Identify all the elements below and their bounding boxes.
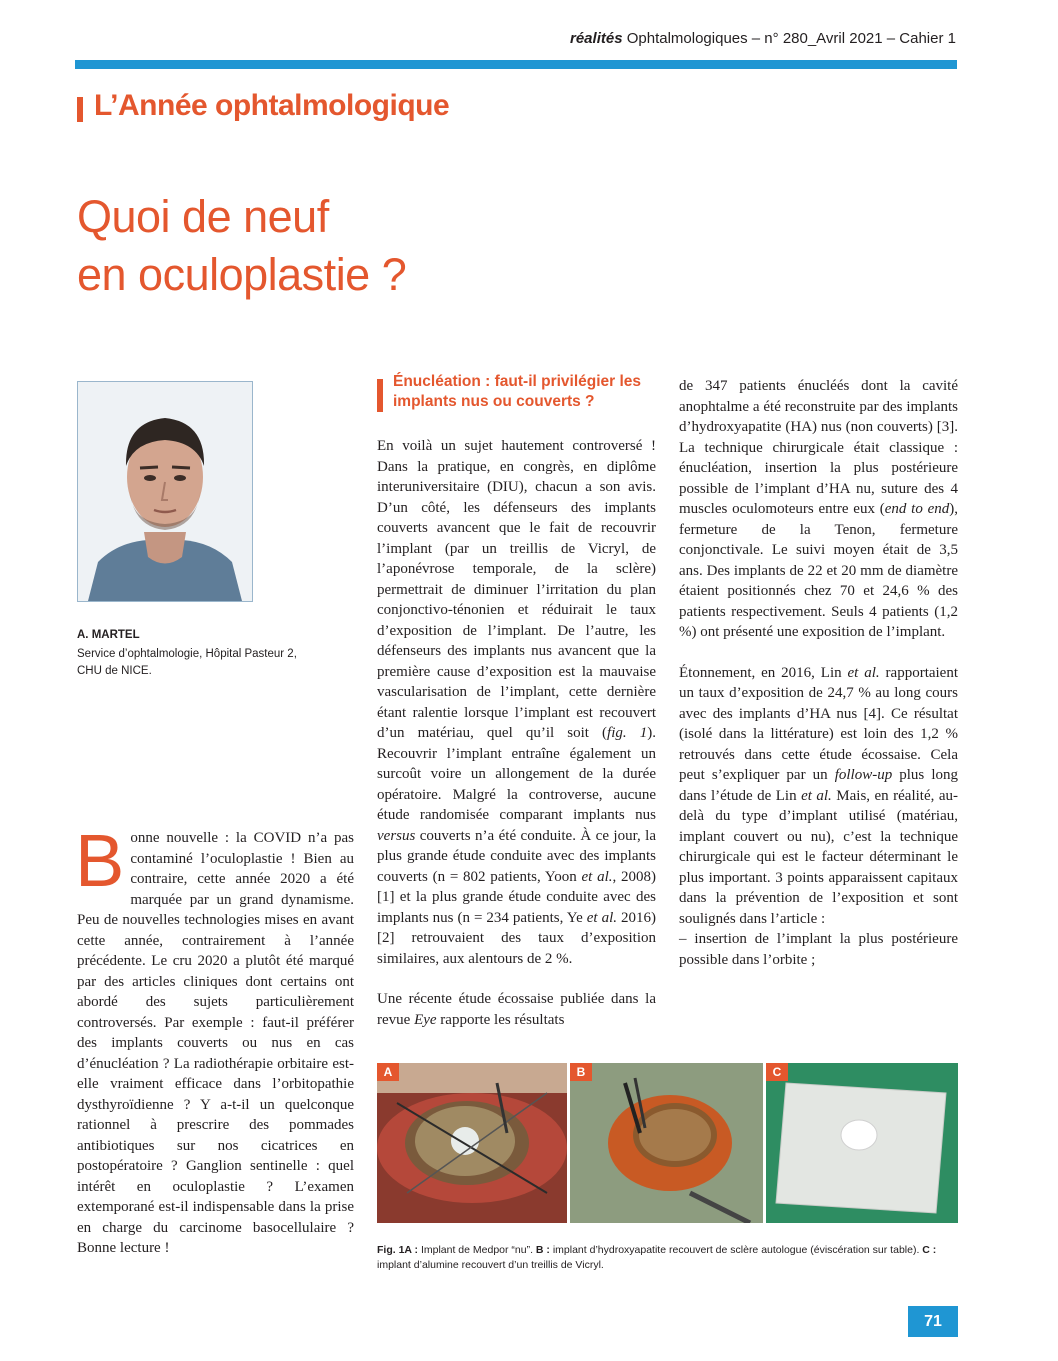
figure-caption — [377, 1243, 958, 1273]
hydroxyapatite-implant-photo-icon — [570, 1063, 763, 1223]
caption-label: B : — [535, 1244, 550, 1256]
text-run: couverts n’a été conduite. À ce jour, la plus grande étude conduite avec des implants couverts (n = 802 patients, Yoon — [377, 827, 656, 885]
author-photo — [77, 381, 253, 602]
caption-label: Fig. 1A : — [377, 1244, 419, 1256]
text-run-italic: et al. — [801, 787, 832, 804]
article-title-line2: en oculoplastie ? — [77, 249, 407, 300]
figure-panel-a — [377, 1063, 567, 1223]
author-portrait-icon — [78, 382, 252, 601]
text-run-italic: follow-up — [834, 767, 893, 783]
header-rule — [75, 60, 957, 69]
figure-reference: fig. 1 — [607, 725, 648, 741]
section-title: L’Année ophtalmologique — [94, 89, 450, 122]
column-2 — [377, 436, 656, 1050]
col2-paragraph-1 — [377, 436, 656, 969]
author-affiliation — [77, 646, 337, 680]
surgical-eye-implant-photo-icon — [377, 1063, 567, 1223]
alumina-implant-photo-icon — [766, 1063, 958, 1223]
affiliation-line1: Service d’ophtalmologie, Hôpital Pasteur 2, — [77, 648, 297, 660]
caption-text: Implant de Medpor “nu”. — [418, 1244, 536, 1256]
text-run-italic: versus — [377, 827, 416, 844]
page-number: 71 — [908, 1306, 958, 1337]
figure-panel-b — [570, 1063, 763, 1223]
intro-paragraph — [75, 819, 354, 1259]
text-run-italic: et al. — [847, 664, 880, 681]
text-run: Une récente étude écossaise publiée dans la revue — [377, 991, 656, 1028]
text-run: de 347 patients énucléés dont la cavité anophtalme a été reconstruite par des implants d’hydroxyapatite (HA) nus (non couverts) [3]. La technique chirurgicale était classique : énucléation, insertion la plus postérieure possible de l’implant d’HA nu, suture des 4 muscles oculomoteurs entre eux ( — [679, 378, 958, 517]
col3-bullet-1: – insertion de l’implant la plus postérieure possible dans l’orbite ; — [679, 931, 958, 968]
caption-text: implant d’hydroxyapatite recouvert de sclère autologue (éviscération sur table). — [549, 1244, 923, 1256]
text-run: En voilà un sujet hautement controversé ! Dans la pratique, en congrès, en diplôme interuniversitaire (DIU), chacun a son avis. D’un côté, les défenseurs des implants couverts avancent que le fait de recouvrir l’implant (par un treillis de Vicryl, de l’aponévrose temporale, de la sclère) permettrait de diminuer l’irritation du plan conjonctivo-ténonien et réduirait le taux d’exposition de l’implant. De l’autre, les défenseurs des implants nus avancent que la première cause d’exposition est la mauvaise vascularisation de l’implant, cette dernière étant ralentie lorsque l’implant est recouvert d’un matériau, quel qu’il soit ( — [377, 438, 656, 741]
affiliation-line2: CHU de NICE. — [77, 665, 152, 677]
article-title — [77, 188, 406, 304]
column-3 — [679, 376, 958, 990]
intro-text: onne nouvelle : la COVID n’a pas contaminé l’oculoplastie ! Bien au contraire, cette année 2020 a été marquée par un grand dynamisme. Peu de nouvelles technologies mises en avant cette année, contrairement à l’année précédente. Le cru 2020 a plutôt été marqué par des articles cliniques dont certains ont abordé des sujets particulièrement controversés. Par exemple : faut-il préférer des implants couverts ou nus en cas d’énucléation ? La radiothérapie orbitaire est-elle vraiment efficace dans l’orbitopathie dysthyroïdienne ? Y a-t-il un quelconque rationnel à prescrire des pommades antibiotiques sur nos cicatrices en postopératoire ? Ganglion sentinelle : quel intérêt en oculoplastie ? L’examen extemporané est-il indispensable dans la prise en charge du carcinome basocellulaire ? Bonne lecture ! — [77, 830, 354, 1256]
col2-paragraph-2 — [377, 989, 656, 1030]
drop-cap: B — [75, 819, 125, 902]
text-run: ). Recouvrir l’implant entraîne également un surcoût voire un allongement de la durée opératoire. Malgré la controverse, aucune étude randomisée comparant implants nus — [377, 725, 656, 823]
figure-1 — [377, 1063, 958, 1223]
text-run-italic: et al. — [581, 868, 613, 885]
text-run: ), fermeture de la Tenon, fermeture conjonctivale. Le suivi moyen était de 3,5 ans. Des implants de 22 et 20 mm de diamètre étaient positionnés chez 70 et 24,6 % des patients respectivement. Seuls 4 patients (1,2 %) ont présenté une exposition de l’implant. — [679, 501, 959, 640]
section-marker — [77, 97, 83, 122]
text-run: rapporte les résultats — [436, 1011, 565, 1028]
panel-label-c: C — [766, 1063, 788, 1081]
text-run-italic: et al. — [586, 909, 618, 926]
panel-label-a: A — [377, 1063, 399, 1081]
text-run: plus long dans l’étude de Lin — [679, 767, 958, 804]
panel-label-b: B — [570, 1063, 592, 1081]
text-run: Étonnement, en 2016, Lin — [679, 664, 848, 681]
col3-paragraph-2 — [679, 663, 958, 930]
text-run: Mais, en réalité, au-delà du type d’implant utilisé (matériau, implant couvert ou nu), c’est la technique chirurgicale qui est le facteur déterminant le plus important. 3 points apparaissent capitaux dans la prévention de l’exposition et sont soulignés dans l’article : — [679, 787, 959, 927]
journal-header — [570, 30, 956, 47]
caption-text: implant d’alumine recouvert d’un treillis de Vicryl. — [377, 1259, 604, 1271]
text-run: 2016) [2] retrouvaient des taux d’exposition similaires, aux alentours de 2 %. — [377, 909, 657, 967]
col3-paragraph-1 — [679, 376, 958, 643]
subheading: Énucléation : faut-il privilégier les implants nus ou couverts ? — [393, 373, 642, 410]
caption-label: C : — [922, 1244, 937, 1256]
journal-issue: Ophtalmologiques – n° 280_Avril 2021 – Cahier 1 — [626, 30, 956, 47]
article-title-line1: Quoi de neuf — [77, 191, 329, 242]
author-name: A. MARTEL — [77, 629, 140, 641]
text-run: , 2008) [1] et la plus grande étude conduite avec des implants nus (n = 234 patients, Ye — [377, 868, 657, 926]
subheading-marker — [377, 379, 383, 412]
figure-panel-c — [766, 1063, 958, 1223]
journal-brand: réalités — [570, 30, 623, 47]
text-run: rapportaient un taux d’exposition de 24,7 % au long cours avec des implants d’HA nus [4]. Ce résultat (isolé dans la littérature) est loin des 1,2 % retrouvés dans cette étude écossaise. Cela peut s’expliquer par un — [679, 664, 959, 783]
text-run-italic: Eye — [414, 1011, 437, 1028]
text-run-italic: end to end — [884, 501, 950, 517]
